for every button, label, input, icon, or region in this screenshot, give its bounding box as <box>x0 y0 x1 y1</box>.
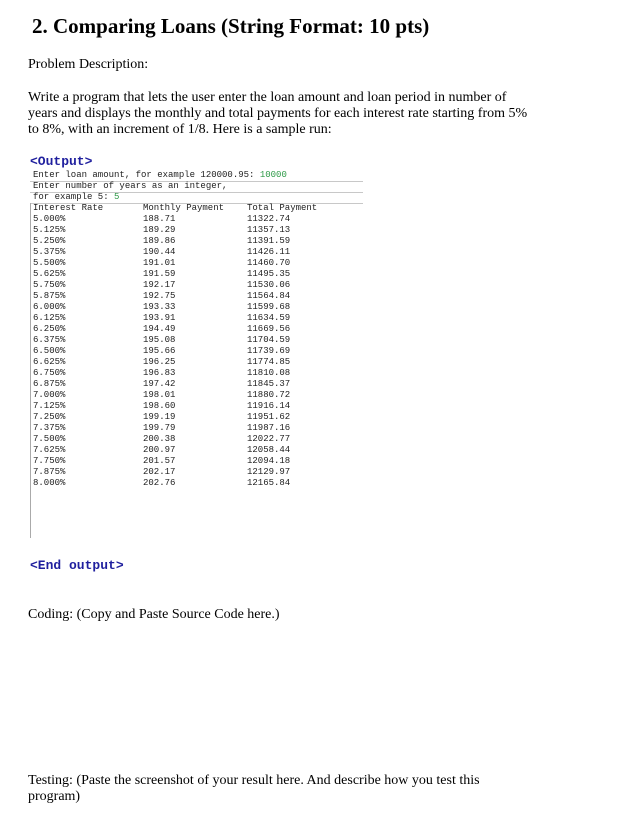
monthly-payment-cell: Monthly Payment <box>143 203 225 213</box>
interest-rate-cell: 5.000% <box>33 214 66 224</box>
console-prompt-line: Enter number of years as an integer, <box>33 181 228 191</box>
monthly-payment-cell: 193.91 <box>143 313 176 323</box>
testing-label <box>28 773 528 805</box>
total-payment-cell: 12058.44 <box>247 445 291 455</box>
total-payment-cell: 11669.56 <box>247 324 291 334</box>
interest-rate-cell: 6.500% <box>33 346 66 356</box>
table-row <box>30 423 363 434</box>
interest-rate-cell: 5.750% <box>33 280 66 290</box>
interest-rate-cell: Interest Rate <box>33 203 104 213</box>
interest-rate-cell: 7.125% <box>33 401 66 411</box>
table-row <box>30 379 363 390</box>
table-row <box>30 302 363 313</box>
table-row <box>30 368 363 379</box>
years-prompt: for example 5: <box>33 192 115 202</box>
monthly-payment-cell: 192.17 <box>143 280 176 290</box>
loan-amount-input: 10000 <box>259 170 287 180</box>
output-close-tag: <End output> <box>30 558 124 573</box>
output-open-tag: <Output> <box>30 154 93 169</box>
table-row <box>30 401 363 412</box>
total-payment-cell: 11810.08 <box>247 368 291 378</box>
total-payment-cell: 11426.11 <box>247 247 291 257</box>
total-payment-cell: 11460.70 <box>247 258 291 268</box>
interest-rate-cell: 6.125% <box>33 313 66 323</box>
total-payment-cell: 11634.59 <box>247 313 291 323</box>
monthly-payment-cell: 197.42 <box>143 379 176 389</box>
interest-rate-cell: 5.250% <box>33 236 66 246</box>
table-row <box>30 247 363 258</box>
total-payment-cell: 11322.74 <box>247 214 291 224</box>
table-row <box>30 335 363 346</box>
total-payment-cell: 11880.72 <box>247 390 291 400</box>
console-prompt-line <box>33 170 287 181</box>
monthly-payment-cell: 202.17 <box>143 467 176 477</box>
interest-rate-cell: 5.625% <box>33 269 66 279</box>
total-payment-cell: 11774.85 <box>247 357 291 367</box>
monthly-payment-cell: 189.86 <box>143 236 176 246</box>
monthly-payment-cell: 192.75 <box>143 291 176 301</box>
console-output <box>30 170 363 538</box>
problem-description-text <box>28 90 568 138</box>
total-payment-cell: 11564.84 <box>247 291 291 301</box>
monthly-payment-cell: 196.83 <box>143 368 176 378</box>
table-row <box>30 412 363 423</box>
monthly-payment-cell: 190.44 <box>143 247 176 257</box>
years-input: 5 <box>114 192 120 202</box>
table-row <box>30 467 363 478</box>
interest-rate-cell: 7.875% <box>33 467 66 477</box>
console-prompt-line <box>33 192 119 203</box>
interest-rate-cell: 6.000% <box>33 302 66 312</box>
total-payment-cell: 11599.68 <box>247 302 291 312</box>
monthly-payment-cell: 200.97 <box>143 445 176 455</box>
monthly-payment-cell: 199.19 <box>143 412 176 422</box>
monthly-payment-cell: 191.59 <box>143 269 176 279</box>
total-payment-cell: 12022.77 <box>247 434 291 444</box>
interest-rate-cell: 7.625% <box>33 445 66 455</box>
total-payment-cell: 12165.84 <box>247 478 291 488</box>
interest-rate-cell: 6.250% <box>33 324 66 334</box>
description-line: Write a program that lets the user enter the loan amount and loan period in number of <box>28 90 507 105</box>
interest-rate-cell: 6.875% <box>33 379 66 389</box>
monthly-payment-cell: 195.66 <box>143 346 176 356</box>
monthly-payment-cell: 195.08 <box>143 335 176 345</box>
loan-amount-prompt: Enter loan amount, for example 120000.95: <box>33 170 260 180</box>
monthly-payment-cell: 191.01 <box>143 258 176 268</box>
monthly-payment-cell: 189.29 <box>143 225 176 235</box>
input-prompt-area <box>30 170 363 203</box>
total-payment-cell: 11845.37 <box>247 379 291 389</box>
interest-rate-cell: 6.625% <box>33 357 66 367</box>
table-row <box>30 291 363 302</box>
table-row <box>30 236 363 247</box>
total-payment-cell: 11530.06 <box>247 280 291 290</box>
interest-rate-cell: 8.000% <box>33 478 66 488</box>
monthly-payment-cell: 194.49 <box>143 324 176 334</box>
total-payment-cell: 11739.69 <box>247 346 291 356</box>
table-row <box>30 456 363 467</box>
total-payment-cell: 11391.59 <box>247 236 291 246</box>
table-row <box>30 390 363 401</box>
total-payment-cell: 11951.62 <box>247 412 291 422</box>
table-row <box>30 357 363 368</box>
total-payment-cell: 11916.14 <box>247 401 291 411</box>
total-payment-cell: Total Payment <box>247 203 318 213</box>
total-payment-cell: 11704.59 <box>247 335 291 345</box>
interest-rate-cell: 6.375% <box>33 335 66 345</box>
monthly-payment-cell: 201.57 <box>143 456 176 466</box>
table-row <box>30 324 363 335</box>
interest-rate-cell: 7.250% <box>33 412 66 422</box>
interest-rate-cell: 6.750% <box>33 368 66 378</box>
table-row <box>30 346 363 357</box>
problem-description-label: Problem Description: <box>28 57 149 72</box>
interest-rate-cell: 7.750% <box>33 456 66 466</box>
monthly-payment-cell: 199.79 <box>143 423 176 433</box>
monthly-payment-cell: 198.60 <box>143 401 176 411</box>
monthly-payment-cell: 198.01 <box>143 390 176 400</box>
interest-rate-cell: 5.500% <box>33 258 66 268</box>
table-row <box>30 445 363 456</box>
total-payment-cell: 11495.35 <box>247 269 291 279</box>
coding-label: Coding: (Copy and Paste Source Code here.) <box>28 607 280 622</box>
interest-rate-cell: 7.000% <box>33 390 66 400</box>
interest-rate-cell: 7.375% <box>33 423 66 433</box>
table-row <box>30 478 363 489</box>
monthly-payment-cell: 200.38 <box>143 434 176 444</box>
description-line: to 8%, with an increment of 1/8. Here is a sample run: <box>28 122 332 137</box>
monthly-payment-cell: 202.76 <box>143 478 176 488</box>
interest-rate-cell: 5.375% <box>33 247 66 257</box>
interest-rate-cell: 5.125% <box>33 225 66 235</box>
monthly-payment-cell: 193.33 <box>143 302 176 312</box>
testing-line: Testing: (Paste the screenshot of your result here. And describe how you test this <box>28 773 480 788</box>
monthly-payment-cell: 196.25 <box>143 357 176 367</box>
table-row <box>30 258 363 269</box>
total-payment-cell: 11357.13 <box>247 225 291 235</box>
table-row <box>30 280 363 291</box>
table-row <box>30 214 363 225</box>
monthly-payment-cell: 188.71 <box>143 214 176 224</box>
table-header-row <box>30 203 363 214</box>
interest-rate-cell: 5.875% <box>33 291 66 301</box>
table-row <box>30 313 363 324</box>
description-line: years and displays the monthly and total payments for each interest rate starting from 5% <box>28 106 528 121</box>
interest-rate-cell: 7.500% <box>33 434 66 444</box>
table-row <box>30 434 363 445</box>
table-row <box>30 225 363 236</box>
testing-line: program) <box>28 789 81 804</box>
table-row <box>30 269 363 280</box>
total-payment-cell: 12094.18 <box>247 456 291 466</box>
total-payment-cell: 12129.97 <box>247 467 291 477</box>
total-payment-cell: 11987.16 <box>247 423 291 433</box>
page-title: 2. Comparing Loans (String Format: 10 pts) <box>32 14 430 38</box>
